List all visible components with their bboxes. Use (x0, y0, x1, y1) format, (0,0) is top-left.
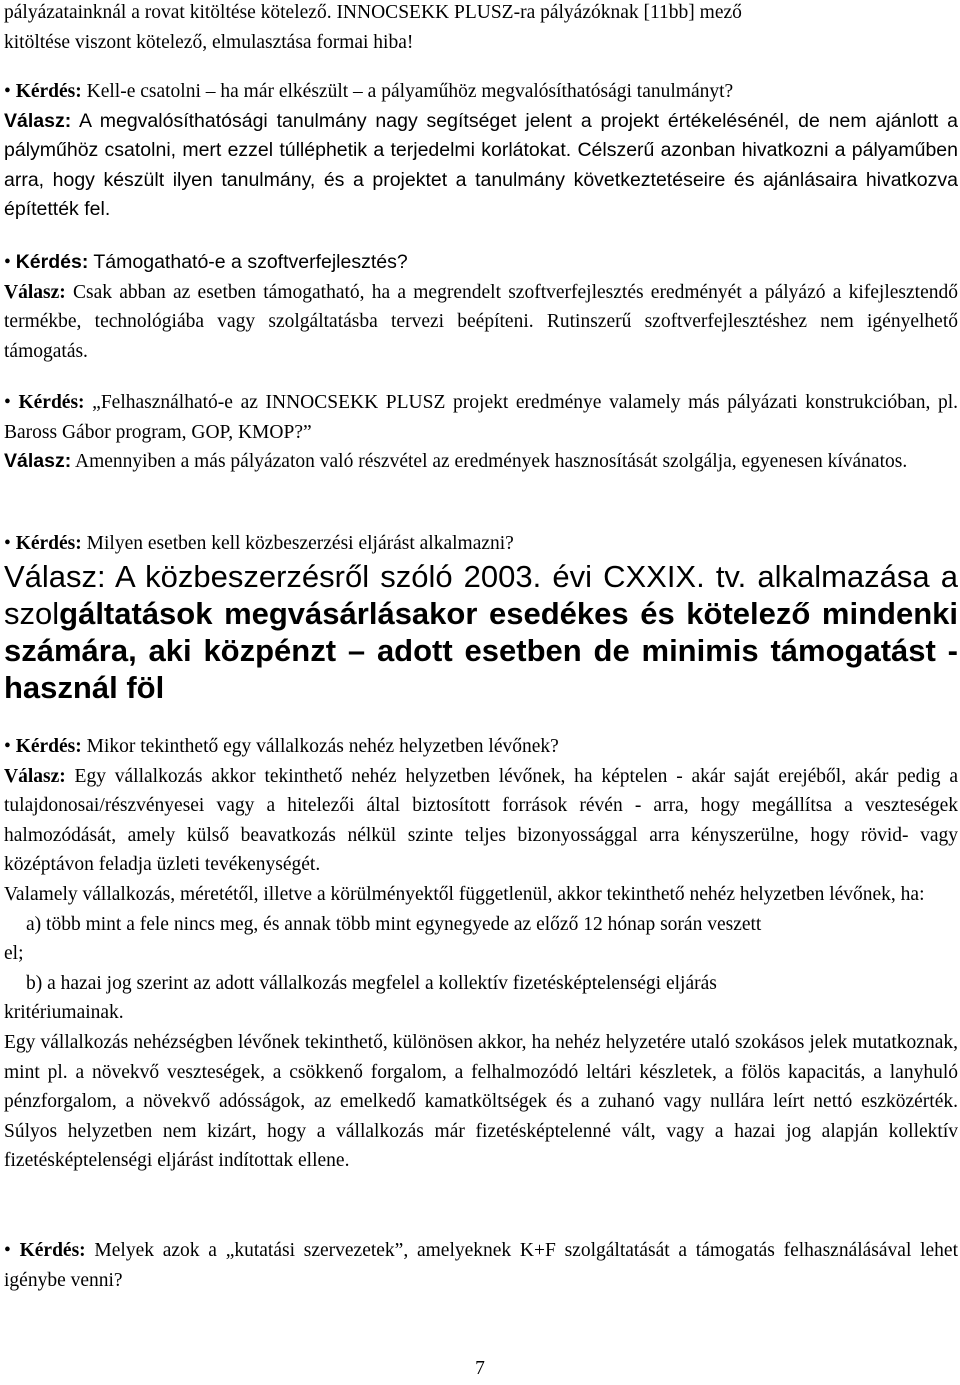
question-text: Milyen esetben kell közbeszerzési eljárást alkalmazni? (81, 533, 514, 554)
list-item-a-tail: el; (4, 943, 24, 965)
faq-item-szoftverfejlesztes (4, 248, 958, 366)
bullet: • (4, 252, 11, 273)
bullet: • (4, 392, 11, 413)
answer-text-bold: gáltatások megvásárlásakor esedékes és kötelező mindenki számára, aki közpénzt – adott esetben de minimis támogatást - használ föl (4, 596, 958, 705)
answer-paragraph-3: Egy vállalkozás nehézségben lévőnek tekinthető, különösen akkor, ha nehéz helyzetére utaló szokásos jelek mutatkoznak, mint pl. a növekvő veszteségek, a csökkenő forgalom, a felhalmozódó leltári készletek, a fölös kapacitás, a lanyhuló pénzforgalom, a növekvő adósságok, az emelkedő kamatköltségek és a zuhanó vagy nullára leírt nettó eszközérték. Súlyos helyzetben nem kizárt, hogy a vállalkozás már fizetésképtelenné vált, vagy a hazai jog alapján kollektív fizetésképtelenségi eljárást indítottak ellene. (4, 1031, 958, 1172)
page-number: 7 (475, 1358, 485, 1379)
faq-item-csatolni (4, 77, 958, 225)
answer-label: Válasz: (4, 450, 72, 473)
bullet: • (4, 736, 11, 757)
answer-kozbeszerzes (4, 558, 958, 706)
question-label: Kérdés: (15, 736, 82, 757)
question-text: Támogatható-e a szoftverfejlesztés? (88, 251, 408, 273)
question-label: Kérdés: (15, 533, 82, 554)
intro-line-2: kitöltése viszont kötelező, elmulasztása formai hiba! (4, 31, 414, 53)
answer-label: Válasz: (4, 281, 66, 303)
list-item-b-tail: kritériumainak. (4, 1002, 124, 1024)
answer-text: Amennyiben a más pályázaton való részvétel az eredmények hasznosítását szolgálja, egyenesen kívánatos. (71, 451, 908, 473)
intro-paragraph (4, 0, 958, 57)
faq-item-kozbeszerzes (4, 529, 958, 559)
answer-text-plain: Válasz: A közbeszerzésről szóló 2003. évi CXXIX. tv. alkalmazása a szol (4, 559, 958, 631)
list-item-b: b) a hazai jog szerint az adott vállalkozás megfelel a kollektív fizetésképtelenségi eljárás (26, 972, 717, 994)
question-text: Kell-e csatolni – ha már elkészült – a pályaműhöz megvalósíthatósági tanulmányt? (81, 81, 734, 102)
question-text: Mikor tekinthető egy vállalkozás nehéz helyzetben lévőnek? (81, 736, 559, 757)
answer-text: Csak abban az esetben támogatható, ha a megrendelt szoftverfejlesztés eredményét a pályázó a kifejlesztendő termékbe, technológiába vagy szolgáltatásba tervezi beépíteni. Rutinszerű szoftverfejlesztéshez nem igényelhető támogatás. (4, 281, 958, 362)
answer (4, 110, 958, 221)
answer-label: Válasz: (4, 109, 72, 132)
answer-text: Egy vállalkozás akkor tekinthető nehéz helyzetben lévőnek, ha képtelen - akár saját erejéből, akár pedig a tulajdonosai/részvényesei vagy a hitelezői által biztosított források révén - arra, hogy megállítsa a veszteségek halmozódását, amely külső beavatkozás nélkül szinte teljes bizonyossággal arra kényszerülne, hogy rövid- vagy középtávon feladja üzleti tevékenységét. (4, 765, 958, 876)
faq-item-kutatasi-szervezetek (4, 1236, 958, 1295)
list-item-a: a) több mint a fele nincs meg, és annak több mint egynegyede az előző 12 hónap során veszett (26, 913, 762, 935)
bullet: • (4, 81, 11, 102)
bullet: • (4, 1240, 11, 1261)
question-text: „Felhasználható-e az INNOCSEKK PLUSZ projekt eredménye valamely más pályázati konstrukcióban, pl. Baross Gábor program, GOP, KMOP?” (4, 392, 958, 443)
intro-line-1: pályázatainknál a rovat kitöltése kötelező. INNOCSEKK PLUSZ-ra pályázóknak [11bb] mező (4, 2, 742, 23)
faq-item-nehez-helyzet (4, 732, 958, 1176)
question-text: Melyek azok a „kutatási szervezetek”, amelyeknek K+F szolgáltatását a támogatás felhasználásával lehet igénybe venni? (4, 1240, 959, 1291)
faq-item-felhasznalhato (4, 388, 958, 477)
answer-paragraph-2: Valamely vállalkozás, méretétől, illetve a körülményektől függetlenül, akkor tekinthető nehéz helyzetben lévőnek, ha: (4, 883, 925, 905)
answer-label: Válasz: (4, 765, 66, 787)
question-label: Kérdés: (15, 81, 82, 102)
bullet: • (4, 533, 11, 554)
question-label: Kérdés: (15, 251, 89, 273)
question-label: Kérdés: (19, 1240, 86, 1261)
question-label: Kérdés: (18, 392, 85, 413)
answer-text: A megvalósíthatósági tanulmány nagy segítséget jelent a projekt értékelésénél, de nem ajánlott a pályműhöz csatolni, mert ezzel túlléphetik a terjedelmi korlátokat. Célszerű azonban hivatkozni a pályaműben arra, hogy készült ilyen tanulmány, és a projektet a tanulmány következtetéseire és ajánlásaira hivatkozva építették fel. (4, 109, 958, 221)
